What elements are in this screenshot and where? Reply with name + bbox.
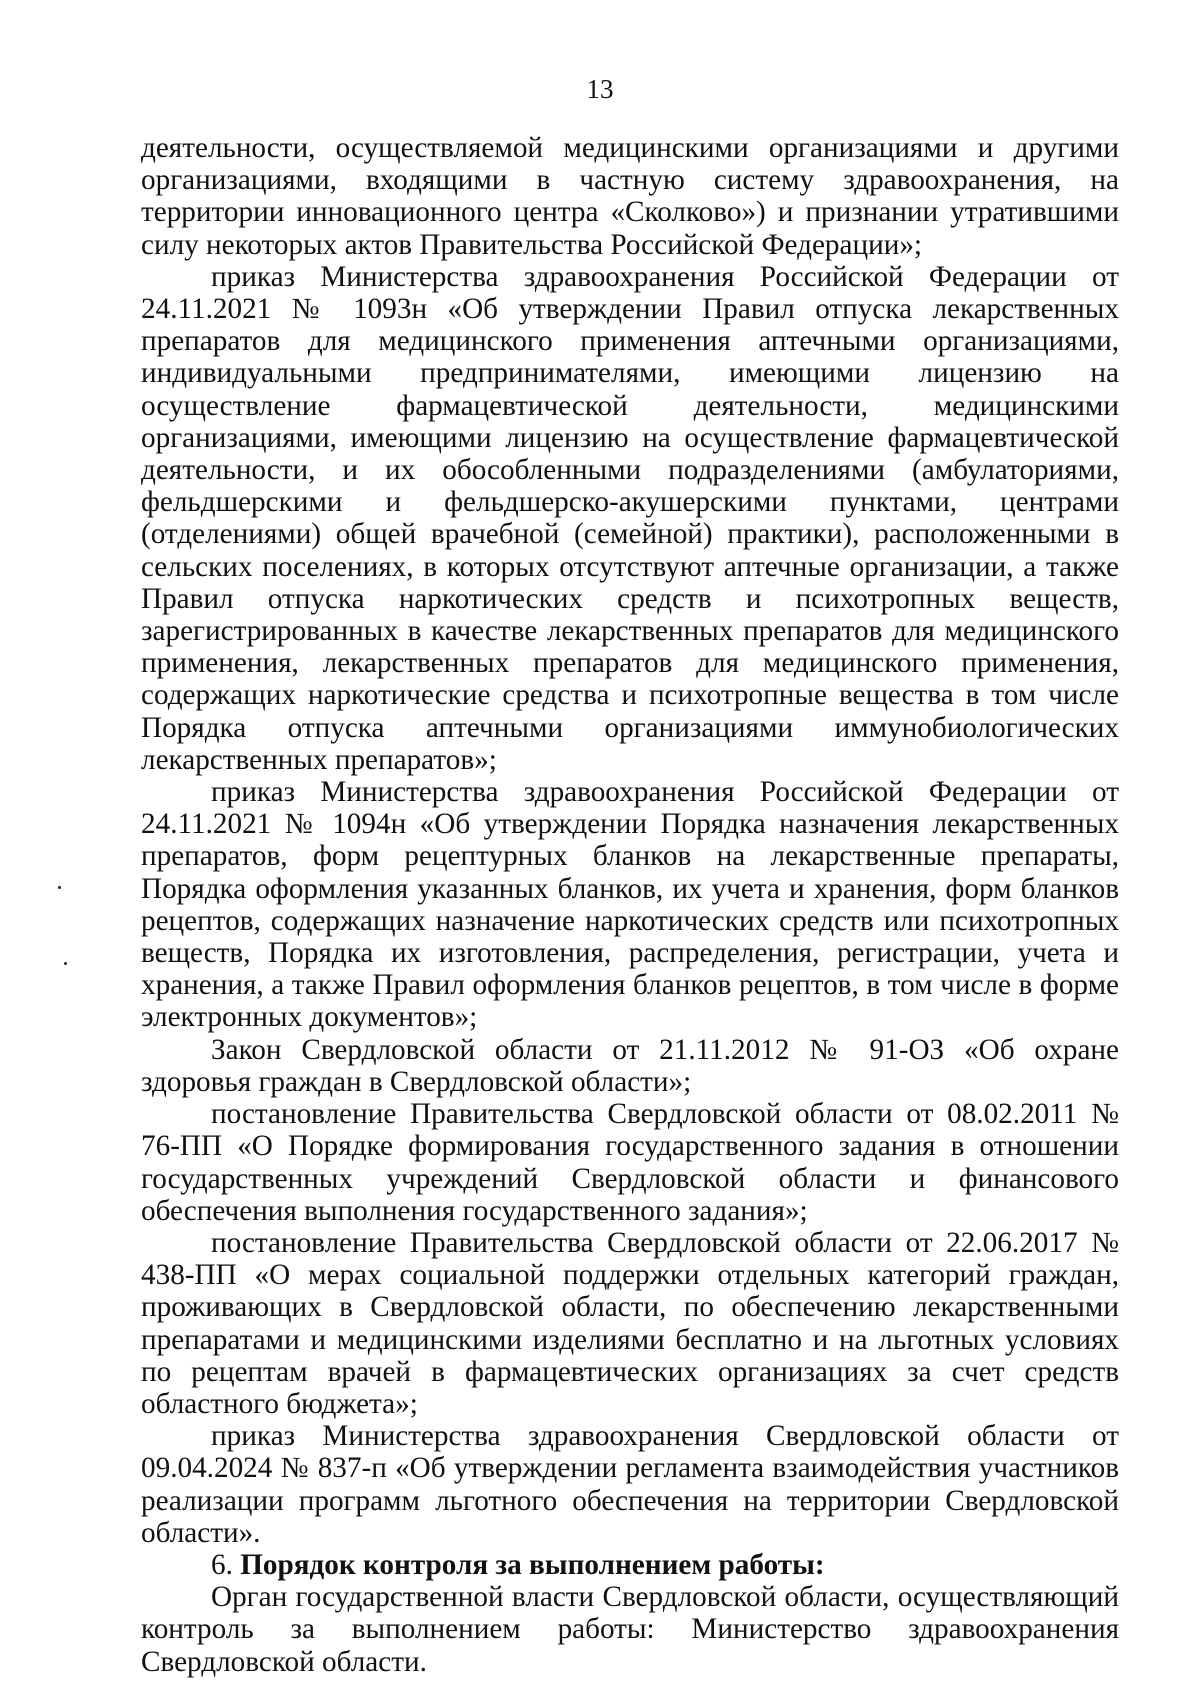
section-number: 6. [211, 1548, 241, 1581]
paragraph-order-1094n: приказ Министерства здравоохранения Российской Федерации от 24.11.2021 № 1094н «Об утверждении Порядка назначения лекарственных препаратов, форм рецептурных бланков на лекарственные препараты, Порядка оформления указанных бланков, их учета и хранения, форм бланков рецептов, содержащих назначение наркотических средств или психотропных веществ, Порядка их изготовления, распределения, регистрации, учета и хранения, а также Правил оформления бланков рецептов, в том числе в форме электронных документов»; [141, 776, 1119, 1034]
scan-speck [64, 962, 67, 965]
scan-speck [58, 886, 61, 889]
paragraph-order-1093n: приказ Министерства здравоохранения Российской Федерации от 24.11.2021 № 1093н «Об утверждении Правил отпуска лекарственных препаратов для медицинского применения аптечными организациями, индивидуальными предпринимателями, имеющими лицензию на осуществление фармацевтической деятельности, медицинскими организациями, имеющими лицензию на осуществление фармацевтической деятельности, и их обособленными подразделениями (амбулаториями, фельдшерскими и фельдшерско-акушерскими пунктами, центрами (отделениями) общей врачебной (семейной) практики), расположенными в сельских поселениях, в которых отсутствуют аптечные организации, а также Правил отпуска наркотических средств и психотропных веществ, зарегистрированных в качестве лекарственных препаратов для медицинского применения, лекарственных препаратов для медицинского применения, содержащих наркотические средства и психотропные вещества в том числе Порядка отпуска аптечными организациями иммунобиологических лекарственных препаратов»; [141, 260, 1119, 776]
section-body: Орган государственной власти Свердловской области, осуществляющий контроль за выполнением работы: Министерство здравоохранения Свердловской области. [141, 1581, 1119, 1678]
paragraph-resolution-76-pp: постановление Правительства Свердловской области от 08.02.2011 № 76-ПП «О Порядке формирования государственного задания в отношении государственных учреждений Свердловской области и финансового обеспечения выполнения государственного задания»; [141, 1098, 1119, 1227]
paragraph-resolution-438-pp: постановление Правительства Свердловской области от 22.06.2017 № 438-ПП «О мерах социальной поддержки отдельных категорий граждан, проживающих в Свердловской области, по обеспечению лекарственными препаратами и медицинскими изделиями бесплатно и на льготных условиях по рецептам врачей в фармацевтических организациях за счет средств областного бюджета»; [141, 1226, 1119, 1420]
paragraph-law-91-oz: Закон Свердловской области от 21.11.2012 № 91-ОЗ «Об охране здоровья граждан в Свердловской области»; [141, 1033, 1119, 1098]
page-number: 13 [586, 74, 614, 104]
section-heading [141, 1549, 1119, 1581]
paragraph-skolkovo-continuation: деятельности, осуществляемой медицинскими организациями и другими организациями, входящими в частную систему здравоохранения, на территории инновационного центра «Сколково») и признании утратившими силу некоторых актов Правительства Российской Федерации»; [141, 132, 1119, 261]
document-body [141, 132, 1119, 1678]
paragraph-order-837-p: приказ Министерства здравоохранения Свердловской области от 09.04.2024 № 837-п «Об утверждении регламента взаимодействия участников реализации программ льготного обеспечения на территории Свердловской области». [141, 1420, 1119, 1549]
section-title: Порядок контроля за выполнением работы: [240, 1548, 825, 1581]
